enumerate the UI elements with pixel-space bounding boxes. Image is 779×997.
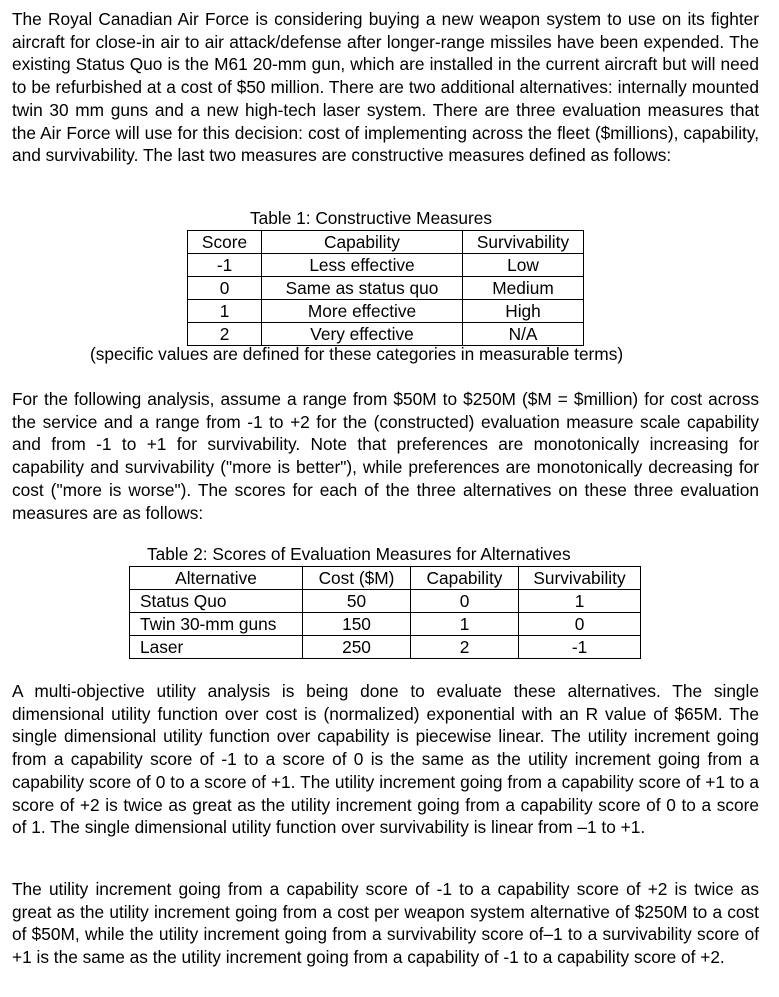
table-cell: 1 <box>519 590 641 613</box>
table-row <box>188 277 584 300</box>
intro-paragraph: The Royal Canadian Air Force is considering buying a new weapon system to use on its fighter aircraft for close-in air to air attack/defense after longer-range missiles have been expended. The existing Status Quo is the M61 20-mm gun, which are installed in the current aircraft but will need to be refurbished at a cost of $50 million. There are two additional alternatives: internally mounted twin 30 mm guns and a new high-tech laser system. There are three evaluation measures that the Air Force will use for this decision: cost of implementing across the fleet ($millions), capability, and survivability. The last two measures are constructive measures defined as follows: <box>12 9 759 166</box>
table-cell: 50 <box>303 590 411 613</box>
table-cell: N/A <box>463 323 584 346</box>
table-cell: High <box>463 300 584 323</box>
table-cell: Laser <box>130 636 303 659</box>
table-cell: Low <box>463 254 584 277</box>
utility-paragraph: A multi-objective utility analysis is being done to evaluate these alternatives. The single dimensional utility function over cost is (normalized) exponential with an R value of $65M. The single dimensional utility function over capability is piecewise linear. The utility increment going from a capability score of -1 to a score of 0 is the same as the utility increment going from a capability score of 0 to a score of +1. The utility increment going from a capability score of +1 to a score of +2 is twice as great as the utility increment going from a capability score of 0 to a score of 1. The single dimensional utility function over survivability is linear from –1 to +1. <box>12 681 759 838</box>
table1-caption: Table 1: Constructive Measures <box>250 208 493 228</box>
table-cell: Medium <box>463 277 584 300</box>
table-cell: Same as status quo <box>262 277 463 300</box>
table-cell: 2 <box>411 636 519 659</box>
table2-caption: Table 2: Scores of Evaluation Measures for Alternatives <box>147 544 571 564</box>
column-header: Alternative <box>130 567 303 590</box>
table-cell: -1 <box>188 254 262 277</box>
ranges-paragraph: For the following analysis, assume a range from $50M to $250M ($M = $million) for cost across the service and a range from -1 to +2 for the (constructed) evaluation measure scale capability and from -1 to +1 for survivability. Note that preferences are monotonically increasing for capability and survivability ("more is better"), while preferences are monotonically decreasing for cost ("more is worse"). The scores for each of the three alternatives on these three evaluation measures are as follows: <box>12 389 759 523</box>
table-cell: 1 <box>411 613 519 636</box>
column-header: Survivability <box>463 231 584 254</box>
table-cell: 150 <box>303 613 411 636</box>
table-row <box>188 254 584 277</box>
table1-note: (specific values are defined for these categories in measurable terms) <box>90 344 624 364</box>
table-row <box>130 590 641 613</box>
table-cell: More effective <box>262 300 463 323</box>
table-cell: 0 <box>188 277 262 300</box>
table-cell: -1 <box>519 636 641 659</box>
column-header: Cost ($M) <box>303 567 411 590</box>
column-header: Survivability <box>519 567 641 590</box>
table-row <box>130 613 641 636</box>
column-header: Capability <box>411 567 519 590</box>
alternative-scores-table <box>129 566 641 659</box>
table-cell: 1 <box>188 300 262 323</box>
column-header: Score <box>188 231 262 254</box>
constructive-measures-table <box>187 230 584 346</box>
table-cell: Very effective <box>262 323 463 346</box>
table-cell: Status Quo <box>130 590 303 613</box>
table-cell: 0 <box>519 613 641 636</box>
table-row <box>188 300 584 323</box>
table-cell: 0 <box>411 590 519 613</box>
table-cell: Twin 30-mm guns <box>130 613 303 636</box>
table-row <box>130 636 641 659</box>
table-cell: 250 <box>303 636 411 659</box>
table-header-row <box>130 567 641 590</box>
table-cell: Less effective <box>262 254 463 277</box>
table-header-row <box>188 231 584 254</box>
table-cell: 2 <box>188 323 262 346</box>
weights-paragraph: The utility increment going from a capability score of -1 to a capability score of +2 is twice as great as the utility increment going from a cost per weapon system alternative of $250M to a cost of $50M, while the utility increment going from a survivability score of–1 to a survivability score of +1 is the same as the utility increment going from a capability of -1 to a capability score of +2. <box>12 879 759 968</box>
column-header: Capability <box>262 231 463 254</box>
